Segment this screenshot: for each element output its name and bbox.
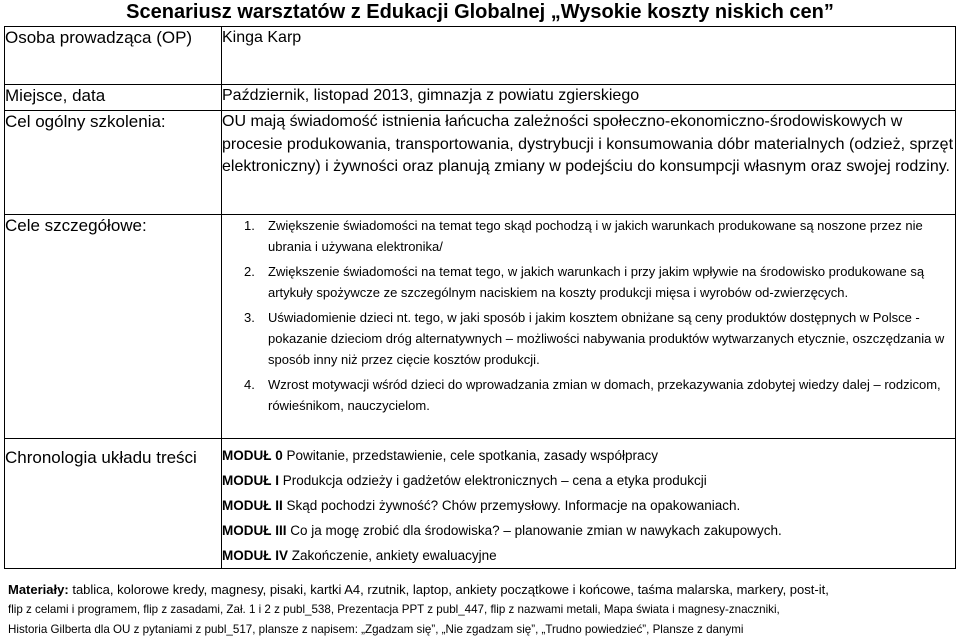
list-item: MODUŁ II Skąd pochodzi żywność? Chów przemysłowy. Informacje na opakowaniach. (222, 498, 741, 513)
row-miejsce (5, 85, 956, 111)
value-osoba: Kinga Karp (222, 27, 956, 85)
row-cel-ogolny (5, 111, 956, 215)
label-cel-ogolny: Cel ogólny szkolenia: (5, 111, 222, 215)
label-cele-szczegolowe: Cele szczegółowe: (5, 215, 222, 439)
value-miejsce: Październik, listopad 2013, gimnazja z powiatu zgierskiego (222, 85, 956, 111)
list-item: MODUŁ IV Zakończenie, ankiety ewaluacyjne (222, 548, 497, 563)
label-chronologia (5, 439, 222, 569)
label-chronologia-text: Chronologia układu treści (5, 448, 197, 467)
materials-line-1: Materiały: tablica, kolorowe kredy, magnesy, pisaki, kartki A4, rzutnik, laptop, ankiety początkowe i końcowe, taśma malarska, markery, post-it, (8, 582, 829, 597)
label-osoba: Osoba prowadząca (OP) (5, 27, 222, 85)
list-item: 3. Uświadomienie dzieci nt. tego, w jaki sposób i jakim kosztem obniżane są ceny produktów dostępnych w Polsce - pokazanie dzieciom dróg alternatywnych – możliwości nabywania produktów wytwarzanych etycznie, oszczędzania w sposób inny niż przez cięcie kosztów produkcji. (244, 310, 945, 367)
scenario-table (4, 26, 956, 569)
modules-list (222, 439, 955, 568)
list-item: MODUŁ III Co ja mogę zrobić dla środowiska? – planowanie zmian w nawykach zakupowych. (222, 523, 782, 538)
list-item: MODUŁ 0 Powitanie, przedstawienie, cele spotkania, zasady współpracy (222, 448, 658, 463)
value-cel-ogolny: OU mają świadomość istnienia łańcucha zależności społeczno-ekonomiczno-środowiskowych w procesie produkowania, transportowania, dystrybucji i konsumowania dóbr materialnych (odzież, sprzęt elektroniczny) i żywności oraz planują zmiany w podejściu do konsumpcji własnym oraz swojej rodziny. (222, 111, 956, 215)
row-cele-szczegolowe (5, 215, 956, 439)
list-item: MODUŁ I Produkcja odzieży i gadżetów elektronicznych – cena a etyka produkcji (222, 473, 707, 488)
document-title: Scenariusz warsztatów z Edukacji Globalnej „Wysokie koszty niskich cen” (126, 1, 834, 23)
label-miejsce: Miejsce, data (5, 85, 222, 111)
materials-label: Materiały: (8, 582, 69, 597)
row-chronologia (5, 439, 956, 569)
value-chronologia (222, 439, 956, 569)
materials-line-3: Historia Gilberta dla OU z pytaniami z publ_517, plansze z napisem: „Zgadzam się”, „Nie zgadzam się”, „Trudno powiedzieć”, Plansze z danymi (8, 623, 744, 636)
row-osoba (5, 27, 956, 85)
list-item: 2. Zwiększenie świadomości na temat tego, w jakich warunkach i przy jakim wpływie na środowisko produkowane są artykuły spożywcze ze szczególnym naciskiem na koszty produkcji mięsa i wyrobów od-zwierzęcych. (244, 264, 925, 300)
value-cele-szczegolowe (222, 215, 956, 439)
list-item: 4. Wzrost motywacji wśród dzieci do wprowadzania zmian w domach, przekazywania zdobytej wiedzy dalej – rodzicom, rówieśnikom, nauczycielom. (244, 377, 941, 413)
goals-list (222, 215, 955, 416)
list-item: 1. Zwiększenie świadomości na temat tego skąd pochodzą i w jakich warunkach produkowane są noszone przez nie ubrania i używana elektronika/ (244, 218, 923, 254)
materials-section (8, 580, 954, 640)
materials-line-2: flip z celami i programem, flip z zasadami, Zał. 1 i 2 z publ_538, Prezentacja PPT z publ_447, flip z nazwami metali, Mapa świata i magnesy-znaczniki, (8, 603, 780, 616)
